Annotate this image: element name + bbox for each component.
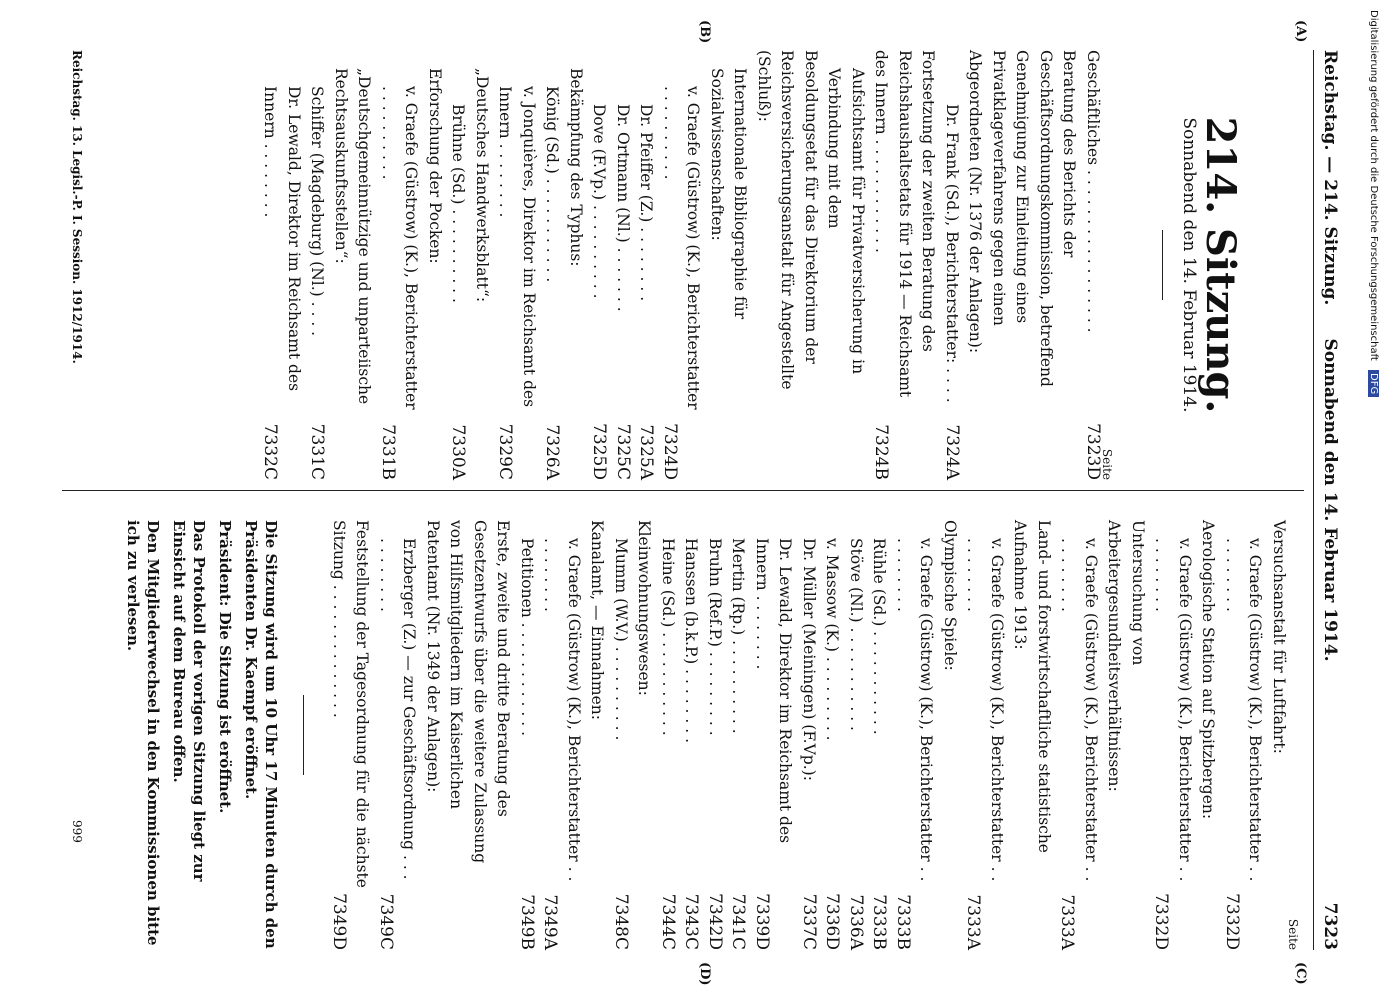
document-page xyxy=(32,20,1352,986)
header-left: Reichstag. — 214. Sitzung. xyxy=(1319,50,1340,306)
toc-entry-page: 7349B xyxy=(516,894,537,950)
toc-entry-text: Dr. Lewald, Direktor im Reichsamt des Innern . . . . . . . . xyxy=(261,86,303,392)
toc-entry xyxy=(373,520,420,950)
toc-entry-text: Stöve (Nl.) . . . . . . . . . . . xyxy=(846,538,865,731)
toc-entry-text: Untersuchung von Arbeitergesundheitsverhältnissen: xyxy=(1105,520,1147,792)
toc-entry-text: Versuchsanstalt für Luftfahrt: xyxy=(1269,520,1288,754)
toc-entry-page: 7333A xyxy=(963,894,983,950)
toc-entry-text: Brühne (Sd.) . . . . . . . . . . xyxy=(449,104,467,303)
toc-entry-text: Dr. Frank (Sd.), Berichterstatter: . . . . xyxy=(942,104,961,403)
toc-entry-page: 7324D xyxy=(659,423,680,480)
toc-entry xyxy=(961,520,1008,950)
toc-entry xyxy=(890,520,937,950)
header-page-number: 7323 xyxy=(1319,902,1340,950)
toc-entry-text: Mertin (Rp.) . . . . . . . . . . xyxy=(729,538,747,734)
toc-entry-text: „Deutsches Handwerksblatt“: xyxy=(472,68,491,303)
marker-b: (B) xyxy=(696,20,712,44)
dfg-logo: DFG xyxy=(1368,370,1379,397)
toc-entry xyxy=(867,520,891,950)
toc-entry xyxy=(939,50,963,480)
left-entry-list xyxy=(258,50,1104,480)
toc-entry xyxy=(1219,520,1266,950)
toc-entry xyxy=(422,50,446,480)
toc-entry-text: v. Graefe (Güstrow) (K.), Berichterstatter . . . . . . . . . . xyxy=(378,86,420,410)
toc-entry-page: 7330A xyxy=(448,424,468,480)
toc-entry-text: Petitionen . . . . . . . . . . . . xyxy=(517,538,536,736)
toc-entry-text: Land- und forstwirtschaftliche statistische Aufnahme 1913: xyxy=(1011,520,1053,853)
toc-entry xyxy=(493,50,540,480)
toc-entry xyxy=(326,520,373,950)
page-header xyxy=(1313,50,1344,950)
toc-entry-page: 7349A xyxy=(540,894,560,950)
members-statement: Den Mitgliederwechsel in den Kommissionen bitte ich zu verlesen. xyxy=(124,520,162,946)
toc-entry-page: 7324B xyxy=(871,424,891,480)
toc-entry xyxy=(1196,520,1220,950)
footer-session-info: Reichstag. 13. Legisl.-P. I. Session. 1912/1914. xyxy=(69,50,84,364)
toc-entry-page: 7336A xyxy=(845,894,866,950)
toc-entry-page: 7325A xyxy=(636,424,656,480)
bottom-page-number: 999 xyxy=(69,820,84,843)
toc-entry-text: Mumm (W.V.) . . . . . . . . . . xyxy=(611,538,630,741)
right-entry-list xyxy=(326,520,1290,950)
toc-entry xyxy=(657,50,704,480)
session-date: Sonnabend den 14. Februar 1914. xyxy=(1179,117,1199,413)
toc-entry-page: 7337C xyxy=(798,893,819,950)
toc-entry-text: Hanssen (b.k.P.) . . . . . . . . xyxy=(682,538,700,744)
toc-entry-text: Beratung des Berichts der Geschäftsordnungskommission, betreffend Genehmigung zur Einleitung eines Privatklageverfahrens gegen einen Abgeordneten (Nr. 1376 der Anlagen): xyxy=(966,50,1078,387)
protocol-statement: Das Protokoll der vorigen Sitzung liegt zur Einsicht auf dem Bureau offen. xyxy=(170,520,208,882)
toc-entry-text: Erforschung der Pocken: xyxy=(425,68,444,264)
toc-entry-text: v. Graefe (Güstrow) (K.), Berichterstatter . . . . . . . . . . xyxy=(541,538,583,882)
toc-entry xyxy=(375,50,422,480)
toc-entry xyxy=(540,50,564,480)
toc-entry-text: v. Graefe (Güstrow) (K.), Berichterstatter . . . . . . . . . . xyxy=(1222,538,1264,882)
toc-entry-text: König (Sd.) . . . . . . . . . . . xyxy=(543,86,561,283)
toc-entry-page: 7333B xyxy=(892,894,913,950)
seite-label: Seite xyxy=(1099,448,1114,480)
toc-entry xyxy=(420,520,514,950)
toc-entry-text: Bruhn (Ref.P.) . . . . . . . . . xyxy=(705,538,724,736)
toc-entry-page: 7325D xyxy=(589,423,609,480)
toc-entry xyxy=(1080,50,1104,480)
toc-entry-text: Besoldungsetat für das Direktorium der Reichsversicherungsanstalt für Angestellte (Schluß): xyxy=(754,50,820,390)
toc-entry-page: 7324A xyxy=(941,424,962,480)
toc-entry-page: 7342D xyxy=(704,893,725,950)
toc-entry xyxy=(632,520,656,950)
toc-entry xyxy=(843,520,867,950)
toc-entry-text: „Deutschgemeinnützige und unparteiische Rechtsauskunftsstellen“: xyxy=(331,68,373,405)
toc-entry xyxy=(587,50,611,480)
toc-entry-text: v. Graefe (Güstrow) (K.), Berichterstatter . . . . . . . . . . xyxy=(660,86,702,410)
toc-entry-text: v. Graefe (Güstrow) (K.), Berichterstatter . . . . . . . . . . xyxy=(893,538,935,882)
toc-entry-text: Olympische Spiele: xyxy=(940,520,959,671)
toc-entry-page: 7336D xyxy=(822,893,842,950)
toc-entry-page: 7323D xyxy=(1082,423,1103,480)
toc-entry xyxy=(608,520,632,950)
toc-entry xyxy=(702,520,726,950)
left-column xyxy=(258,50,1304,480)
toc-entry-page: 7349C xyxy=(375,893,396,950)
toc-entry xyxy=(822,50,869,480)
toc-entry-text: Aerologische Station auf Spitzbergen: xyxy=(1199,520,1217,820)
toc-entry-page: 7348C xyxy=(610,893,631,950)
toc-entry-text: Geschäftliches . . . . . . . . . . . . . . . . . xyxy=(1083,50,1102,333)
toc-entry xyxy=(1149,520,1196,950)
toc-entry xyxy=(1008,520,1055,950)
toc-entry-page: 7332D xyxy=(1151,893,1171,950)
toc-entry xyxy=(328,50,375,480)
side-note-strip xyxy=(1365,10,1379,990)
marker-a: (A) xyxy=(1292,20,1308,43)
toc-entry-text: v. Massow (K.) . . . . . . . . . xyxy=(823,538,841,741)
toc-entry xyxy=(446,50,470,480)
toc-entry-text: Internationale Bibliographie für Sozialwissenschaften: xyxy=(707,68,749,320)
president-statement: Präsident: Die Sitzung ist eröffnet. xyxy=(216,520,234,814)
toc-entry xyxy=(749,520,796,950)
toc-entry xyxy=(963,50,1081,480)
toc-entry-text: Dr. Ortmann (Nl.) . . . . . . . xyxy=(613,104,632,312)
toc-entry-text: v. Graefe (Güstrow) (K.), Berichterstatter . . . . . . . . . . xyxy=(1152,538,1194,882)
toc-entry-page: 7326A xyxy=(542,424,562,480)
toc-entry xyxy=(610,50,634,480)
toc-entry-text: Heine (Sd.) . . . . . . . . . . . xyxy=(658,538,677,736)
toc-entry-text: Bekämpfung des Typhus: xyxy=(566,68,585,267)
title-rule xyxy=(1162,230,1163,300)
toc-entry-page: 7331C xyxy=(307,423,327,480)
marker-c: (C) xyxy=(1292,962,1308,985)
toc-entry-page: 7343C xyxy=(681,893,701,950)
toc-entry xyxy=(655,520,679,950)
toc-entry-text: Dove (F.Vp.) . . . . . . . . . . xyxy=(590,104,608,299)
side-note: Digitalisierung gefördert durch die Deutsche Forschungsgemeinschaft xyxy=(1368,10,1379,361)
toc-entry-page: 7344C xyxy=(657,893,678,950)
toc-entry-text: Fortsetzung der zweiten Beratung des Reichshaushaltsetats für 1914 — Reichsamt des Innern . . . . . . . . . . . . xyxy=(872,50,937,398)
header-center: Sonnabend den 14. Februar 1914. xyxy=(1319,338,1340,662)
toc-entry-page: 7332C xyxy=(260,423,280,480)
right-column xyxy=(123,520,1304,950)
toc-entry-page: 7349D xyxy=(328,893,349,950)
toc-entry-text: Erste, zweite und dritte Beratung des Gesetzentwurfs über die weitere Zulassung von Hilfsmitgliedern im Kaiserlichen Patentamt (Nr. 1349 der Anlagen): xyxy=(423,520,512,864)
toc-entry-text: v. Graefe (Güstrow) (K.), Berichterstatter . . . . . . . . . . xyxy=(964,538,1006,882)
toc-entry xyxy=(679,520,703,950)
toc-entry-text: v. Jonquières, Direktor im Reichsamt des Innern . . . . . . . . xyxy=(496,86,538,408)
toc-entry-page: 7331B xyxy=(377,424,398,480)
marker-d: (D) xyxy=(696,962,712,986)
toc-entry-page: 7341C xyxy=(728,893,748,950)
toc-entry xyxy=(585,520,609,950)
toc-entry xyxy=(820,520,844,950)
toc-entry-text: v. Graefe (Güstrow) (K.), Berichterstatter . . . . . . . . . . xyxy=(1058,538,1100,882)
toc-entry-text: Aufsichtsamt für Privatversicherung in Verbindung mit dem xyxy=(825,68,867,375)
toc-entry xyxy=(704,50,751,480)
toc-entry xyxy=(469,50,493,480)
toc-entry xyxy=(258,50,305,480)
toc-entry xyxy=(538,520,585,950)
section-rule xyxy=(303,695,304,775)
toc-entry-text: Kleinwohnungswesen: xyxy=(635,520,653,696)
toc-entry xyxy=(751,50,822,480)
toc-entry-page: 7333A xyxy=(1057,894,1077,950)
toc-entry-page: 7339D xyxy=(751,893,772,950)
toc-entry-page: 7329C xyxy=(495,423,515,480)
toc-entry xyxy=(869,50,940,480)
session-title: 214. Sitzung. xyxy=(1196,116,1244,414)
toc-entry xyxy=(514,520,538,950)
toc-entry-text: Dr. Lewald, Direktor im Reichsamt des Innern . . . . . . . . xyxy=(752,538,794,844)
toc-entry xyxy=(796,520,820,950)
toc-entry-page: 7332D xyxy=(1221,893,1242,950)
toc-entry xyxy=(937,520,961,950)
toc-entry-text: Feststellung der Tagesordnung für die nächste Sitzung . . . . . . . . . . . . . . xyxy=(329,520,371,888)
seite-label-right: Seite xyxy=(1285,918,1300,950)
toc-entry-page: 7325C xyxy=(612,423,633,480)
column-divider xyxy=(62,490,1304,491)
toc-entry xyxy=(1266,520,1290,950)
opening-paragraph: Die Sitzung wird um 10 Uhr 17 Minuten durch den Präsidenten Dr. Kaempf eröffnet. xyxy=(242,520,280,949)
toc-entry-text: Dr. Müller (Meiningen) (F.Vp.): xyxy=(799,538,818,781)
toc-entry-text: Schiffer (Magdeburg) (Nl.) . . . . xyxy=(308,86,326,337)
toc-entry xyxy=(563,50,587,480)
toc-entry-page: 7333B xyxy=(869,894,889,950)
toc-entry xyxy=(634,50,658,480)
toc-entry-text: Kanalamt, — Einnahmen: xyxy=(588,520,606,720)
toc-entry-text: Dr. Pfeiffer (Z.) . . . . . . . . xyxy=(637,104,655,302)
toc-entry xyxy=(1102,520,1149,950)
toc-entry xyxy=(726,520,750,950)
toc-entry-text: Rühle (Sd.) . . . . . . . . . . . xyxy=(870,538,888,735)
toc-entry xyxy=(1055,520,1102,950)
toc-entry-text: Erzberger (Z.) — zur Geschäftsordnung . . . . . . . . . . . xyxy=(376,538,418,880)
toc-entry xyxy=(305,50,329,480)
